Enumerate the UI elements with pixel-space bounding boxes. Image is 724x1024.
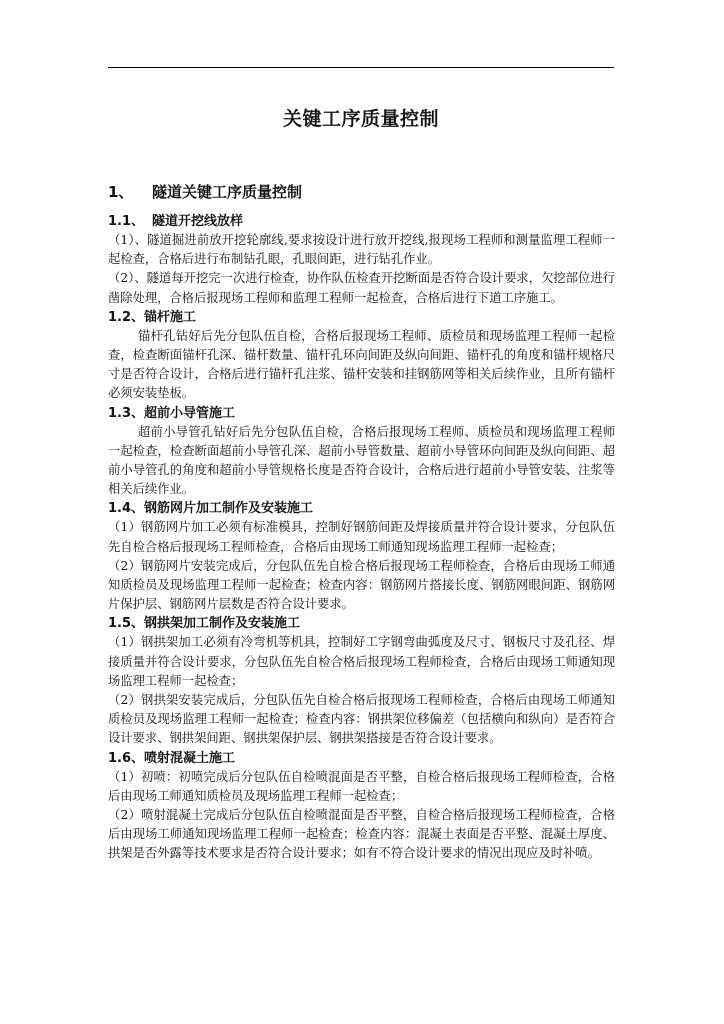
subsection-number: 1.6、 — [108, 750, 145, 766]
subsection-title: 钢筋网片加工制作及安装施工 — [144, 501, 314, 517]
subsection-heading — [108, 404, 615, 423]
subsection-title: 喷射混凝土施工 — [144, 750, 236, 766]
subsection-title: 锚杆施工 — [144, 309, 197, 325]
subsection-title: 隧道开挖线放样 — [152, 214, 244, 229]
subsection-heading — [108, 212, 615, 231]
subsection-number: 1.4、 — [108, 501, 145, 517]
paragraph: （2）钢拱架安装完成后，分包队伍先自检合格后报现场工程师检查，合格后由现场工师通知质检员及现场监理工程师一起检查；检查内容：钢拱架位移偏差（包括横向和纵向）是否符合设计要求、钢拱架间距、钢拱架保护层、钢拱架搭接是否符合设计要求。 — [108, 693, 615, 746]
subsection-heading — [108, 749, 615, 768]
section-heading — [108, 180, 615, 204]
paragraph: （1）钢拱架加工必须有冷弯机等机具，控制好工字钢弯曲弧度及尺寸、钢板尺寸及孔径、焊接质量并符合设计要求，分包队伍先自检合格后报现场工程师检查，合格后由现场工师通知现场监理工程师一起检查； — [108, 635, 615, 688]
subsection-number: 1.5、 — [108, 616, 145, 632]
subsection-title: 超前小导管施工 — [144, 405, 236, 421]
subsection-title: 钢拱架加工制作及安装施工 — [144, 616, 301, 632]
paragraph: （2）、隧道每开挖完一次进行检查，协作队伍检查开挖断面是否符合设计要求，欠挖部位进行凿除处理，合格后报现场工程师和监理工程师一起检查，合格后进行下道工序施工。 — [108, 271, 615, 305]
document-body — [108, 180, 615, 864]
subsection-number: 1.3、 — [108, 405, 145, 421]
paragraph: 超前小导管孔钻好后先分包队伍自检，合格后报现场工程师、质检员和现场监理工程师一起检查，检查断面超前小导管孔深、超前小导管数量、超前小导管环向间距及纵向间距、超前小导管孔的角度和超前小导管规格长度是否符合设计，合格后进行超前小导管安装、注浆等相关后续作业。 — [108, 424, 615, 497]
subsection-heading — [108, 614, 615, 633]
page-title: 关键工序质量控制 — [282, 108, 439, 130]
paragraph: （2）喷射混凝土完成后分包队伍自检喷混面是否平整，自检合格后报现场工程师检查，合格后由现场工师通知现场监理工程师一起检查；检查内容：混凝土表面是否平整、混凝土厚度、拱架是否外露等技术要求是否符合设计要求；如有不符合设计要求的情况出现应及时补喷。 — [108, 808, 615, 861]
subsection-heading — [108, 308, 615, 327]
subsection-number: 1.1、 — [108, 214, 145, 229]
section-title: 隧道关键工序质量控制 — [152, 183, 303, 201]
header-rule — [108, 67, 614, 68]
subsection-number: 1.2、 — [108, 309, 145, 325]
section-number: 1、 — [108, 183, 134, 201]
paragraph: （1）、隧道掘进前放开挖轮廓线,要求按设计进行放开挖线,报现场工程师和测量监理工程师一起检查，合格后进行布制钻孔眼，孔眼间距，进行钻孔作业。 — [108, 233, 615, 267]
paragraph: 锚杆孔钻好后先分包队伍自检，合格后报现场工程师、质检员和现场监理工程师一起检查，检查断面锚杆孔深、锚杆数量、锚杆孔环向间距及纵向间距、锚杆孔的角度和锚杆规格尺寸是否符合设计，合格后进行锚杆孔注浆、锚杆安装和挂钢筋网等相关后续作业，且所有锚杆必须安装垫板。 — [108, 328, 615, 401]
paragraph: （1）初喷：初喷完成后分包队伍自检喷混面是否平整，自检合格后报现场工程师检查，合格后由现场工师通知质检员及现场监理工程师一起检查； — [108, 769, 615, 803]
subsection-heading — [108, 499, 615, 518]
paragraph: （2）钢筋网片安装完成后，分包队伍先自检合格后报现场工程师检查，合格后由现场工师通知质检员及现场监理工程师一起检查；检查内容：钢筋网片搭接长度、钢筋网眼间距、钢筋网片保护层、钢筋网片层数是否符合设计要求。 — [108, 558, 615, 612]
paragraph: （1）钢筋网片加工必须有标准模具，控制好钢筋间距及焊接质量并符合设计要求，分包队伍先自检合格后报现场工程师检查，合格后由现场工师通知现场监理工程师一起检查； — [108, 520, 615, 554]
